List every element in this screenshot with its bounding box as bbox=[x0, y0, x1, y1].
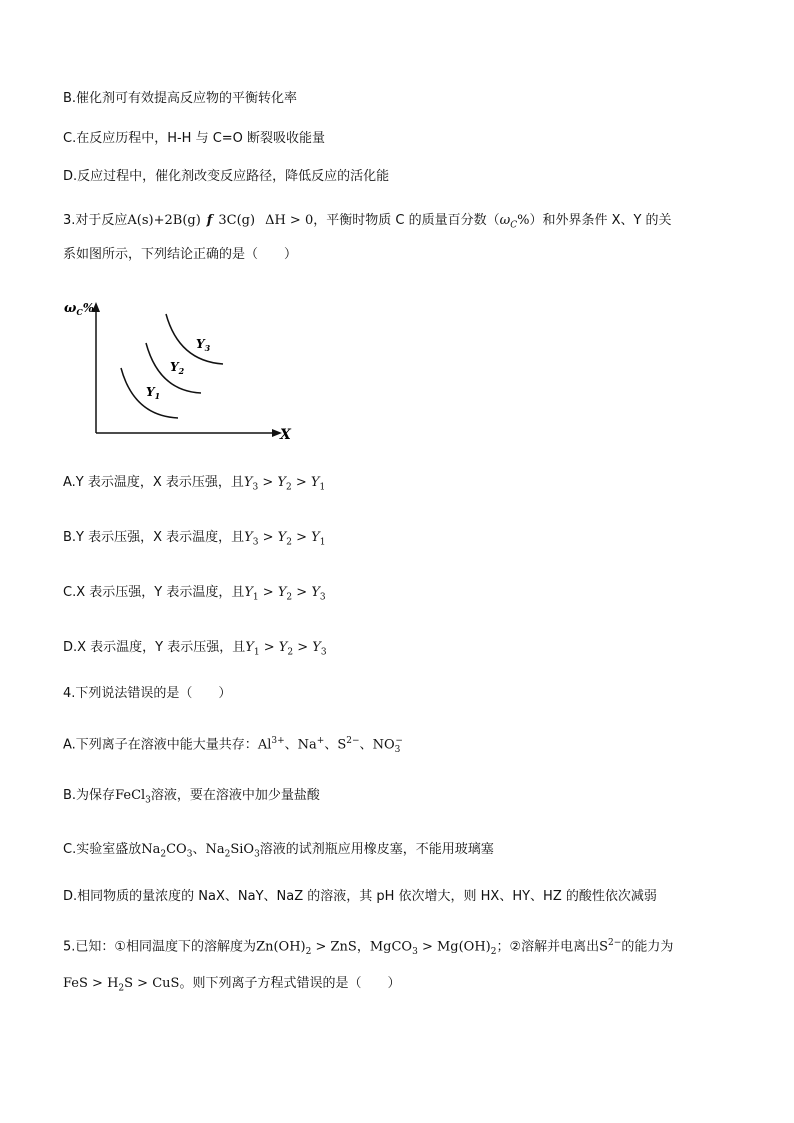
q5-stem-line1: 5.已知：①相同温度下的溶解度为$Zn(OH)_2$ > ZnS，MgCO$_3$ > $Mg(OH)_2$；②溶解并电离出$S^{2-}$的能力为 bbox=[63, 938, 674, 957]
delta-h: ΔH > 0 bbox=[265, 213, 314, 228]
q3-stem-line1: 3.对于反应A(s)+2B(g) f 3C(g) ΔH > 0，平衡时物质 C 的质量百分数$(\omega_C\%)$和外界条件 X、Y 的关 bbox=[63, 213, 672, 231]
q4-option-d: D.相同物质的量浓度的 NaX、NaY、NaZ 的溶液，其 pH 依次增大，则 HX、HY、HZ 的酸性依次减弱 bbox=[63, 889, 657, 904]
q4-option-b: B.为保存FeCl$_3$溶液，要在溶液中加少量盐酸 bbox=[63, 788, 320, 806]
q4-option-a: A.下列离子在溶液中能大量共存：$Al^{3+}$、Na+、$S^{2-}$、$NO_3^-$ bbox=[63, 736, 403, 755]
curve-y3 bbox=[166, 314, 223, 364]
q3-option-c: C.X 表示压强，Y 表示温度，且$Y_1 > Y_2 > Y_3$ bbox=[63, 585, 326, 603]
reaction-right: 3C(g) bbox=[218, 213, 256, 228]
curve-label-y2: $Y_2$ bbox=[170, 360, 185, 376]
q4-stem: 4.下列说法错误的是（ ） bbox=[63, 686, 232, 701]
equilibrium-arrow: f bbox=[206, 213, 213, 228]
q3-option-b: B.Y 表示压强，X 表示温度，且$Y_3 > Y_2 > Y_1$ bbox=[63, 530, 326, 548]
q3-option-a: A.Y 表示温度，X 表示压强，且$Y_3 > Y_2 > Y_1$ bbox=[63, 475, 326, 493]
q2-option-c: C.在反应历程中，H-H 与 C=O 断裂吸收能量 bbox=[63, 131, 326, 146]
q2-option-d: D.反应过程中，催化剂改变反应路径，降低反应的活化能 bbox=[63, 169, 390, 184]
q5-stem-line2: FeS > $H_2S$ > CuS。则下列离子方程式错误的是（ ） bbox=[63, 976, 401, 994]
reaction-left: A(s)+2B(g) bbox=[127, 213, 201, 228]
curve-label-y1: $Y_1$ bbox=[146, 385, 161, 401]
x-axis-label: X bbox=[280, 427, 291, 443]
q3-stem-line2: 系如图所示，下列结论正确的是（ ） bbox=[63, 247, 298, 262]
q4-option-c: C.实验室盛放$Na_2CO_3$、$Na_2SiO_3$溶液的试剂瓶应用橡皮塞，不能用玻璃塞 bbox=[63, 842, 494, 860]
q2-option-b: B.催化剂可有效提高反应物的平衡转化率 bbox=[63, 91, 298, 106]
q3-graph bbox=[58, 288, 308, 448]
y-axis-label: $\omega_C\%$ bbox=[64, 301, 95, 317]
curve-label-y3: $Y_3$ bbox=[196, 337, 211, 353]
q3-option-d: D.X 表示温度，Y 表示压强，且$Y_1 > Y_2 > Y_3$ bbox=[63, 640, 327, 658]
